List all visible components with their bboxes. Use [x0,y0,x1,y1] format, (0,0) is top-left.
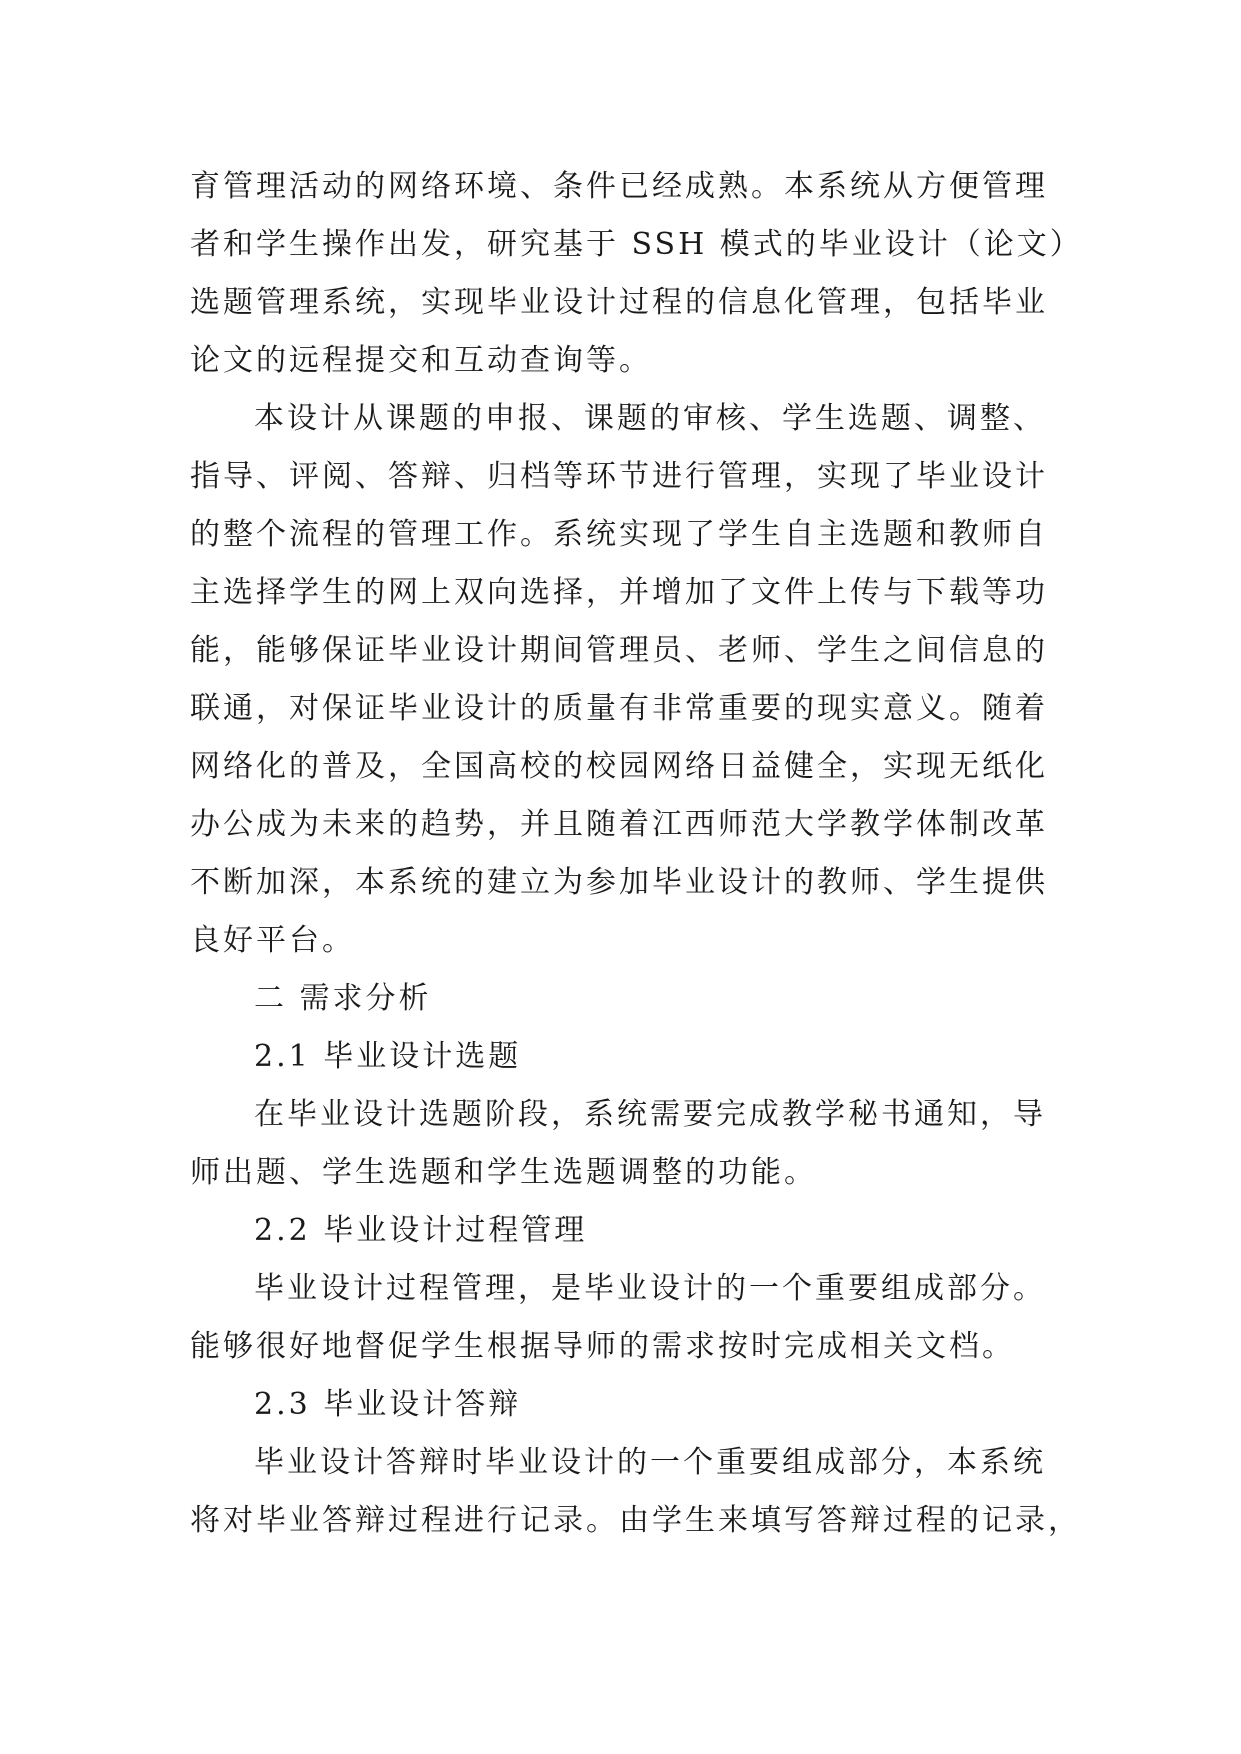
section-heading: 二 需求分析 [254,981,432,1016]
subsection-heading: 2.1 毕业设计选题 [254,1039,522,1074]
text-line: 选题管理系统，实现毕业设计过程的信息化管理，包括毕业 [190,285,1048,320]
text-line: 网络化的普及，全国高校的校园网络日益健全，实现无纸化 [190,749,1048,784]
text-line: 不断加深，本系统的建立为参加毕业设计的教师、学生提供 [190,865,1048,900]
paragraph-first-line: 毕业设计过程管理，是毕业设计的一个重要组成部分。 [254,1271,1046,1306]
text-line: 师出题、学生选题和学生选题调整的功能。 [190,1155,817,1190]
text-line: 论文的远程提交和互动查询等。 [190,343,652,378]
text-line: 主选择学生的网上双向选择，并增加了文件上传与下载等功 [190,575,1048,610]
subsection-heading: 2.2 毕业设计过程管理 [254,1213,588,1248]
text-line: 办公成为未来的趋势，并且随着江西师范大学教学体制改革 [190,807,1048,842]
text-line: 者和学生操作出发，研究基于 SSH 模式的毕业设计（论文） [190,227,1083,262]
text-line: 育管理活动的网络环境、条件已经成熟。本系统从方便管理 [190,169,1048,204]
text-line: 能够很好地督促学生根据导师的需求按时完成相关文档。 [190,1329,1015,1364]
text-line: 良好平台。 [190,923,355,958]
text-line: 指导、评阅、答辩、归档等环节进行管理，实现了毕业设计 [190,459,1048,494]
paragraph-first-line: 毕业设计答辩时毕业设计的一个重要组成部分，本系统 [254,1445,1046,1480]
text-line: 将对毕业答辩过程进行记录。由学生来填写答辩过程的记录， [190,1503,1081,1538]
text-line: 能，能够保证毕业设计期间管理员、老师、学生之间信息的 [190,633,1048,668]
paragraph-first-line: 本设计从课题的申报、课题的审核、学生选题、调整、 [254,401,1046,436]
subsection-heading: 2.3 毕业设计答辩 [254,1387,522,1422]
document-body [190,158,1083,1550]
paragraph-first-line: 在毕业设计选题阶段，系统需要完成教学秘书通知，导 [254,1097,1046,1132]
text-line: 联通，对保证毕业设计的质量有非常重要的现实意义。随着 [190,691,1048,726]
text-line: 的整个流程的管理工作。系统实现了学生自主选题和教师自 [190,517,1048,552]
